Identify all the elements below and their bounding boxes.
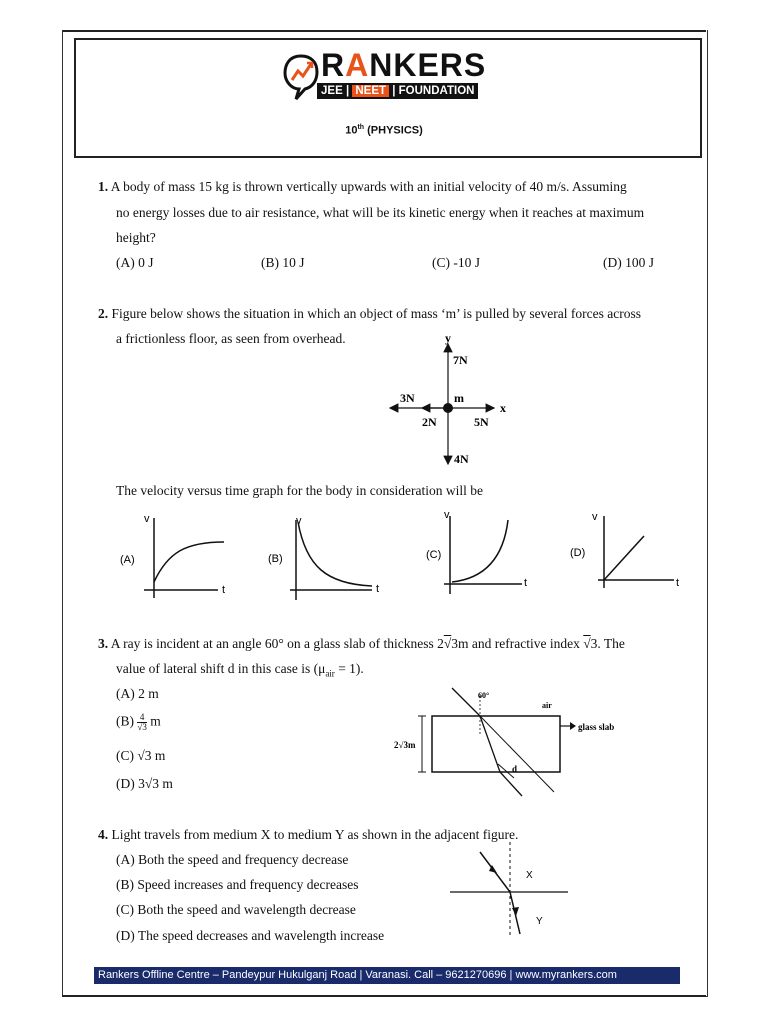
q4-option-d: (D) The speed decreases and wavelength increase (116, 928, 385, 943)
q3-option-b: (B) $\frac{4}{√3}$ m (116, 712, 161, 732)
q1-line3: height? (116, 230, 156, 245)
force-5n-label: 5N (474, 415, 489, 429)
graph-c-label: (C) (426, 549, 442, 561)
glass-slab-figure (392, 686, 632, 811)
mass-label: m (454, 391, 464, 405)
graph-c-t-label: t (524, 577, 528, 589)
force-3n-label: 3N (400, 391, 415, 405)
rankers-logo (283, 47, 487, 106)
q1-line2: no energy losses due to air resistance, what will be its kinetic energy when it reaches at maximum (116, 205, 645, 220)
q4-option-c: (C) Both the speed and wavelength decrease (116, 902, 356, 917)
force-7n-label: 7N (453, 353, 468, 367)
graph-a-label: (A) (120, 554, 135, 566)
q4-option-a: (A) Both the speed and frequency decrease (116, 852, 349, 867)
q3-line2: value of lateral shift d in this case is $(\mu_{air} = 1)$. (116, 661, 364, 679)
q2-line1: 2. Figure below shows the situation in which an object of mass ‘m’ is pulled by several forces across (98, 306, 642, 321)
q2-line2: a frictionless floor, as seen from overhead. (116, 331, 346, 346)
y-axis-label: y (445, 331, 451, 345)
graph-b-label: (B) (268, 553, 283, 565)
q3-option-a: (A) 2 m (116, 686, 159, 701)
air-label: air (542, 701, 552, 710)
page-title: 10th (PHYSICS) (345, 124, 423, 137)
graph-d-label: (D) (570, 547, 586, 559)
refraction-figure (448, 840, 578, 940)
q1-line1: 1. A body of mass 15 kg is thrown vertically upwards with an initial velocity of 40 m/s. Assuming (98, 179, 627, 194)
graph-a-v-label: v (144, 513, 150, 525)
q1-option-d: (D) 100 J (603, 255, 654, 270)
q3-line1: 3. A ray is incident at an angle 60° on a glass slab of thickness 2√3m and refractive index √3. The (98, 636, 625, 651)
bottom-rule (62, 995, 706, 997)
speech-chart-icon (283, 52, 319, 102)
graph-d-v-label: v (592, 511, 598, 523)
graph-a-t-label: t (222, 584, 226, 596)
graph-c (426, 508, 546, 598)
graph-c-v-label: v (444, 509, 450, 521)
q1-option-c: (C) -10 J (432, 255, 480, 270)
force-2n-label: 2N (422, 415, 437, 429)
glass-slab-label: glass slab (578, 722, 615, 732)
q3-option-d: (D) 3√3 m (116, 776, 173, 791)
force-4n-label: 4N (454, 452, 469, 466)
graph-b-t-label: t (376, 583, 380, 595)
force-diagram (382, 330, 522, 470)
q4-option-b: (B) Speed increases and frequency decreases (116, 877, 359, 892)
q3-option-c: (C) √3 m (116, 748, 166, 763)
footer-contact-bar: Rankers Offline Centre – Pandeypur Hukulganj Road | Varanasi. Call – 9621270696 | www.myrankers.com (94, 967, 680, 984)
graph-b-v-label: v (296, 515, 302, 527)
medium-y-label: Y (536, 916, 543, 927)
graph-d-t-label: t (676, 577, 680, 589)
q1-option-b: (B) 10 J (261, 255, 305, 270)
angle-label: 60° (478, 691, 490, 700)
graph-a (118, 508, 238, 598)
q4-line1: 4. Light travels from medium X to medium Y as shown in the adjacent figure. (98, 827, 519, 842)
slab-thickness-label: 2√3m (394, 740, 416, 750)
q2-graph-intro: The velocity versus time graph for the body in consideration will be (116, 483, 484, 498)
medium-x-label: X (526, 870, 533, 881)
graph-b (266, 510, 386, 600)
x-axis-label: x (500, 401, 506, 415)
graph-d (570, 508, 690, 598)
shift-label: d (512, 764, 518, 774)
logo-tagline: JEE | NEET | FOUNDATION (317, 83, 478, 99)
q1-option-a: (A) 0 J (116, 255, 154, 270)
logo-brand: RANKERS (321, 47, 487, 83)
